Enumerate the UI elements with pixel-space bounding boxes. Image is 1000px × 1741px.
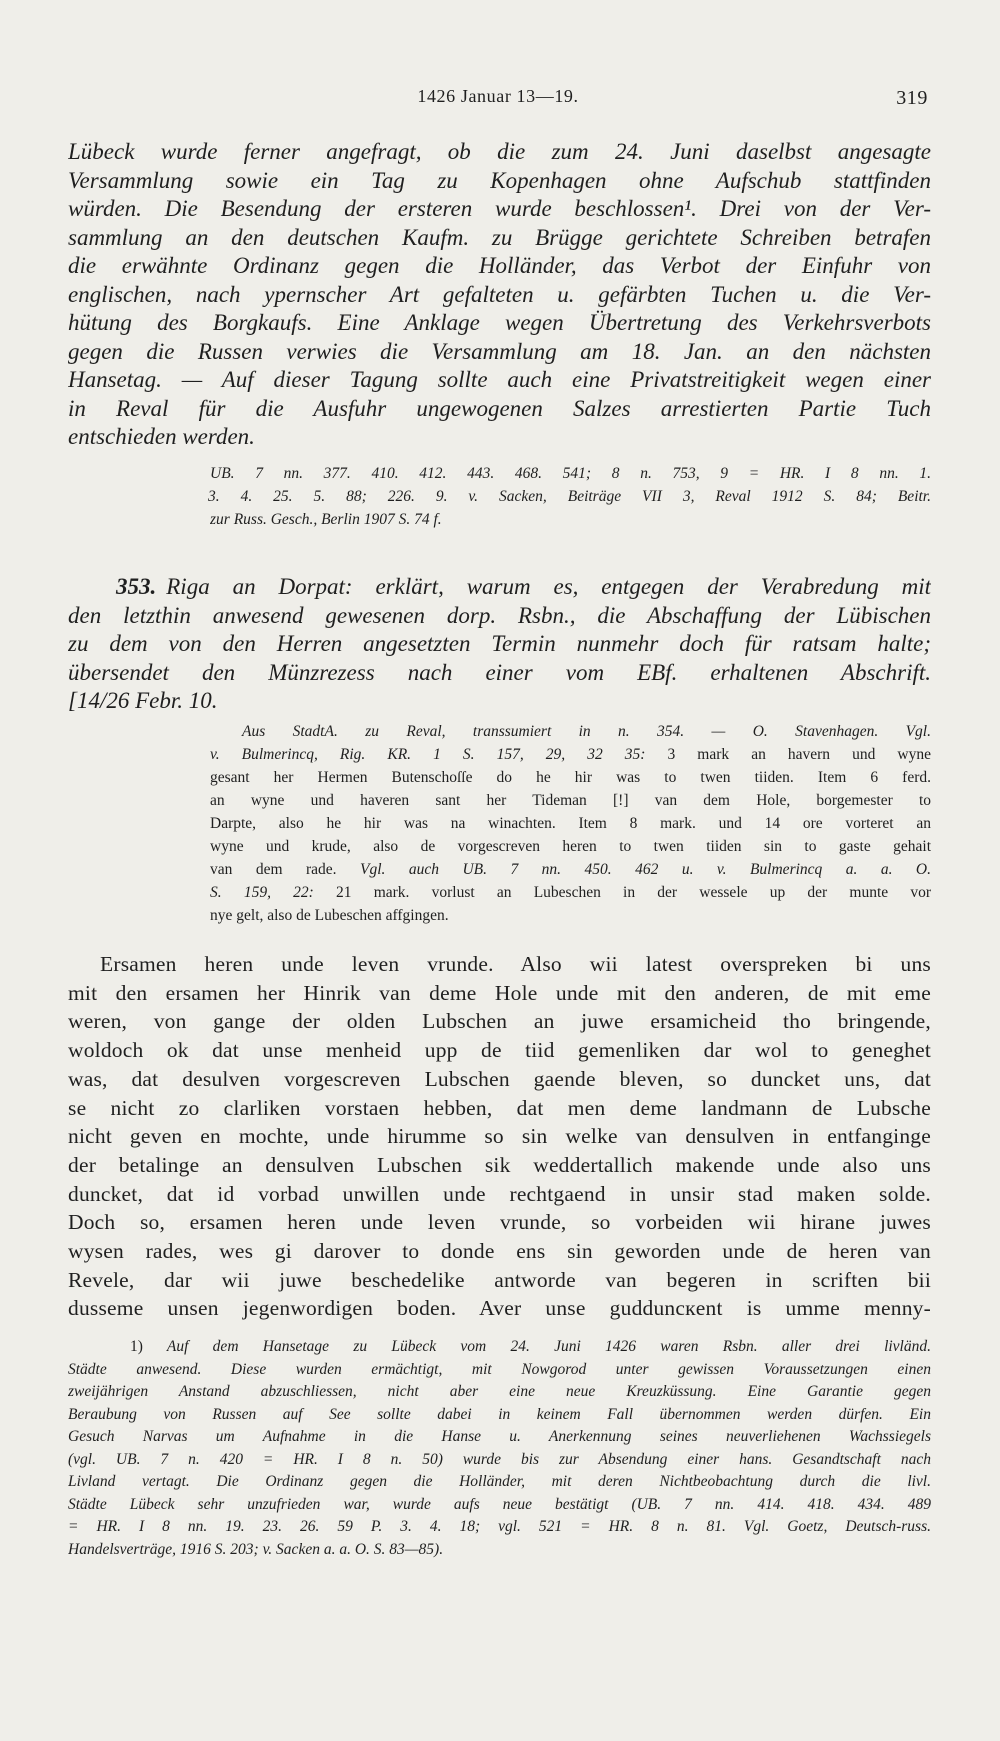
notes-citation: Vgl. auch UB. 7 nn. 450. 462 u. v. Bulmerincq a. a. O.: [336, 861, 931, 878]
footnote-line: Livland vertagt. Die Ordinanz gegen die Holländer, mit deren Nichtbeobachtung durch die livl.: [68, 1473, 931, 1490]
document-heading-text: Riga an Dorpat: erklärt, warum es, entgegen der Verabredung mit: [166, 574, 931, 599]
summary-line: Hansetag. — Auf dieser Tagung sollte auch eine Privatstreitigkeit wegen einer: [68, 367, 931, 392]
summary-line: englischen, nach ypernscher Art gefalteten u. gefärbten Tuchen u. die Ver-: [68, 281, 931, 307]
footnote-line: = HR. I 8 nn. 19. 23. 26. 59 P. 3. 4. 18; vgl. 521 = HR. 8 n. 81. Vgl. Goetz, Deutsch-russ.: [68, 1518, 931, 1535]
notes-line: an wyne und haveren sant her Tideman [!] van dem Hole, borgemester to: [210, 792, 931, 809]
source-line: zur Russ. Gesch., Berlin 1907 S. 74 f.: [210, 511, 442, 528]
running-header: [68, 86, 928, 108]
document-heading: [68, 573, 931, 716]
footnote-line: Beraubung von Russen auf See sollte dabei in keinem Fall übernommen werden dürfen. Ein: [68, 1405, 931, 1423]
document-heading-line: [14/26 Febr. 10.: [68, 688, 218, 713]
summary-paragraph: [68, 138, 931, 452]
summary-line: entschieden werden.: [68, 424, 255, 449]
letter-body: [68, 950, 931, 1323]
notes-line: gesant her Hermen Butenschoſſe do he hir was to twen tiiden. Item 6 ferd.: [210, 769, 931, 786]
summary-line: die erwähnte Ordinanz gegen die Holländer, das Verbot der Einfuhr von: [68, 253, 931, 278]
footnote-line: (vgl. UB. 7 n. 420 = HR. I 8 n. 50) wurde bis zur Absendung einer hans. Gesandtschaft nach: [68, 1450, 931, 1468]
page-number: 319: [896, 87, 928, 109]
footnote-line: Städte Lübeck sehr unzufrieden war, wurde aufs neue bestätigt (UB. 7 nn. 414. 418. 434. 489: [68, 1495, 931, 1513]
notes-line: wyne und krude, also de vorgescreven heren to twen tiiden sin to gaste gehait: [210, 838, 931, 855]
notes-line: nye gelt, also de Lubeschen affgingen.: [210, 907, 449, 924]
document-heading-line: [68, 573, 931, 602]
summary-line: gegen die Russen verwies die Versammlung am 18. Jan. an den nächsten: [68, 338, 931, 364]
document-heading-line: zu dem von den Herren angesetzten Termin nunmehr doch für ratsam halte;: [68, 631, 931, 656]
notes-quote: van dem rade.: [210, 861, 337, 878]
summary-line: hütung des Borgkaufs. Eine Anklage wegen Übertretung des Verkehrsverbots: [68, 310, 931, 335]
letter-line: was, dat desulven vorgescreven Lubschen gaende bleven, so duncket uns, dat: [68, 1066, 931, 1091]
notes-citation: S. 159, 22:: [210, 884, 314, 901]
source-line: 3. 4. 25. 5. 88; 226. 9. v. Sacken, Beiträge VII 3, Reval 1912 S. 84; Beitr.: [208, 488, 931, 505]
summary-line: Lübeck wurde ferner angefragt, ob die zum 24. Juni daselbst angesagte: [68, 139, 931, 164]
document-heading-line: übersendet den Münzrezess nach einer vom EBf. erhaltenen Abschrift.: [68, 659, 931, 685]
letter-line: nicht geven en mochte, unde hirumme so sin welke van densulven in entfanginge: [68, 1124, 931, 1149]
notes-line: Aus StadtA. zu Reval, transsumiert in n. 354. — O. Stavenhagen. Vgl.: [242, 723, 931, 740]
notes-quote: 21 mark. vorlust an Lubeschen in der wessele up der munte vor: [313, 884, 931, 901]
letter-line: Doch so, ersamen heren unde leven vrunde, so vorbeiden wii hirane juwes: [68, 1210, 931, 1235]
document-number: 353.: [116, 574, 157, 599]
footnote-text: Auf dem Hansetage zu Lübeck vom 24. Juni 1426 waren Rsbn. aller drei livländ.: [142, 1338, 931, 1355]
letter-line: mit den ersamen her Hinrik van deme Hole unde mit den anderen, de mit eme: [68, 980, 931, 1005]
summary-line: Versammlung sowie ein Tag zu Kopenhagen ohne Aufschub stattfinden: [68, 167, 931, 193]
document-heading-line: den letzthin anwesend gewesenen dorp. Rsbn., die Abschaffung der Lübischen: [68, 602, 931, 628]
footnote-line: Handelsverträge, 1916 S. 203; v. Sacken a. a. O. S. 83—85).: [68, 1540, 444, 1558]
letter-line: se nicht zo clarliken vorstaen hebben, dat men deme landmann de Lubsche: [68, 1095, 931, 1120]
letter-line: weren, von gange der olden Lubschen an juwe ersamicheid tho bringende,: [68, 1009, 931, 1034]
letter-line: wysen rades, wes gi darover to donde ens sin geworden unde de heren van: [68, 1239, 931, 1264]
letter-line: dusseme unsen jegenwordigen boden. Aver unse gudduncкent is umme menny-: [68, 1296, 931, 1321]
letter-line: Revele, dar wii juwe beschedelike antworde van begeren in scriften bii: [68, 1267, 931, 1292]
summary-line: in Reval für die Ausfuhr ungewogenen Salzes arrestierten Partie Tuch: [68, 395, 931, 421]
footnote-line: Städte anwesend. Diese wurden ermächtigt, mit Nowgorod unter gewissen Voraussetzungen einen: [68, 1360, 931, 1378]
notes-quote: 3 mark an havern und wyne: [645, 746, 931, 763]
notes-line: [210, 858, 931, 881]
letter-line: Ersamen heren unde leven vrunde. Also wii latest overspreken bi uns: [100, 952, 931, 976]
footnote-mark: 1): [130, 1338, 143, 1355]
source-references: [210, 462, 931, 531]
footnote: [68, 1336, 931, 1561]
footnote-line: zweijährigen Anstand abzuschliessen, nicht aber eine neue Kreuzküssung. Eine Garantie gegen: [68, 1383, 931, 1400]
summary-line: würden. Die Besendung der ersteren wurde beschlossen¹. Drei von der Ver-: [68, 196, 931, 221]
summary-line: sammlung an den deutschen Kaufm. zu Brügge gerichtete Schreiben betrafen: [68, 224, 931, 250]
source-line: UB. 7 nn. 377. 410. 412. 443. 468. 541; 8 n. 753, 9 = HR. I 8 nn. 1.: [210, 465, 931, 482]
letter-line: woldoch ok dat unse menheid upp de tiid gemenliken dar wol to geneghet: [68, 1038, 931, 1063]
notes-line: Darpte, also he hir was na winachten. Item 8 mark. und 14 ore vorteret an: [210, 815, 931, 832]
letter-line: duncket, dat id vorbad unwillen unde rechtgaend in unsir stad maken solde.: [68, 1181, 931, 1206]
notes-line: [210, 881, 931, 904]
archival-notes: [210, 720, 931, 927]
letter-line: der betalinge an densulven Lubschen sik weddertallich makende unde also uns: [68, 1152, 931, 1177]
notes-line: [210, 743, 931, 766]
running-title: 1426 Januar 13—19.: [417, 86, 579, 106]
footnote-line: [68, 1336, 931, 1359]
footnote-line: Gesuch Narvas um Aufnahme in die Hanse u. Anerkennung seines neuverliehenen Wachssiegels: [68, 1428, 931, 1445]
notes-citation: v. Bulmerincq, Rig. KR. 1 S. 157, 29, 32 35:: [210, 746, 646, 763]
